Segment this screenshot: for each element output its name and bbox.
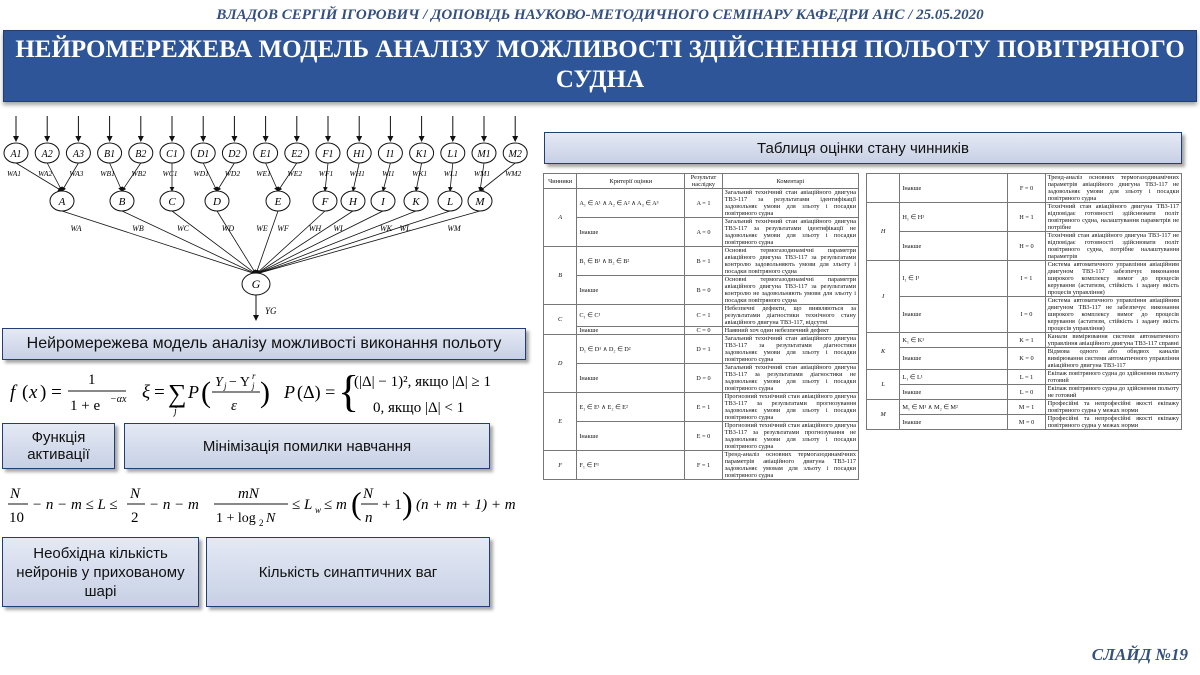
input-weight-label: WD2 xyxy=(224,169,241,178)
factor-cell: M xyxy=(867,400,900,430)
table-row xyxy=(544,451,859,480)
input-weight-label: WF1 xyxy=(318,169,334,178)
input-weight-label: WM2 xyxy=(505,169,522,178)
criterion-cell: E₁ ∈ E¹ ∧ E₂ ∈ E² xyxy=(577,393,685,422)
result-cell: D = 1 xyxy=(685,335,722,364)
comment-cell: Відмова одного або обидвох каналів вимірювання системи автоматичного управління авіаційного двигуна ТВ3-117 xyxy=(1045,348,1181,370)
result-cell: M = 1 xyxy=(1008,400,1045,415)
comment-cell: Професійні та непрофесійні якості екіпажу повітряного судна у межах норми xyxy=(1045,400,1181,415)
table-row xyxy=(867,203,1182,232)
table-header-cell: Результат наслідку xyxy=(685,174,722,189)
criterion-cell: Інакше xyxy=(577,364,685,393)
factor-cell: C xyxy=(544,305,577,335)
hidden-weight-label: WF xyxy=(277,224,289,233)
synaptic-weights-box: Кількість синаптичних ваг xyxy=(206,537,490,607)
input-node-label: L1 xyxy=(447,149,459,160)
result-cell: B = 0 xyxy=(685,276,722,305)
hidden-connection xyxy=(256,211,450,274)
comment-cell: Загальний технічний стан авіаційного двигуна ТВ3-117 за результатами діагностики не задовольняє умови для зльоту і посадки повітряного судна xyxy=(722,364,858,393)
result-cell: B = 1 xyxy=(685,247,722,276)
input-weight-label: WB1 xyxy=(100,169,115,178)
criterion-cell: Інакше xyxy=(577,327,685,335)
criterion-cell: Інакше xyxy=(900,232,1008,261)
svg-text:n: n xyxy=(365,510,373,526)
svg-text:+ 1: + 1 xyxy=(382,497,402,513)
svg-text:N: N xyxy=(10,486,21,502)
result-cell: I = 1 xyxy=(1008,261,1045,297)
svg-text:1 + e: 1 + e xyxy=(70,398,101,414)
result-cell: E = 1 xyxy=(685,393,722,422)
result-cell: A = 1 xyxy=(685,189,722,218)
result-cell: I = 0 xyxy=(1008,297,1045,333)
hidden-node-label: A xyxy=(58,196,66,208)
table-row xyxy=(867,261,1182,297)
svg-text:≤ L: ≤ L xyxy=(292,497,313,513)
hidden-connection xyxy=(172,211,256,274)
svg-text:): ) xyxy=(402,485,413,521)
svg-text:1 + log: 1 + log xyxy=(216,511,256,526)
comment-cell: Професійні та непрофесійні якості екіпажу повітряного судна у межах норми xyxy=(1045,415,1181,430)
svg-text:(: ( xyxy=(22,382,29,403)
svg-text:ξ: ξ xyxy=(142,382,151,403)
table-row xyxy=(544,327,859,335)
hidden-weight-label: WI xyxy=(333,224,343,233)
svg-text:j: j xyxy=(252,381,255,391)
criterion-cell: Інакше xyxy=(900,415,1008,430)
input-weight-label: WC1 xyxy=(162,169,178,178)
table-row xyxy=(867,297,1182,333)
input-node-label: D1 xyxy=(197,149,210,160)
table-row xyxy=(867,385,1182,400)
criterion-cell: Інакше xyxy=(900,348,1008,370)
hidden-weight-label: WM xyxy=(447,224,461,233)
result-cell: M = 0 xyxy=(1008,415,1045,430)
svg-text:j: j xyxy=(224,381,227,391)
criterion-cell: A₁ ∈ A¹ ∧ A₂ ∈ A² ∧ A₃ ∈ A³ xyxy=(577,189,685,218)
criterion-cell: Інакше xyxy=(900,174,1008,203)
slide-number: СЛАЙД №19 xyxy=(1091,645,1188,664)
table-row xyxy=(544,364,859,393)
input-weight-label: WA3 xyxy=(69,169,84,178)
input-node-label: C1 xyxy=(166,149,178,160)
criterion-cell: Інакше xyxy=(577,422,685,451)
comment-cell: Технічний стан авіаційного двигуна ТВ3-117 не відповідає готовності здійснювати політ повітряного судна, потрібне налаштування параметрів xyxy=(1045,232,1181,261)
model-label-box: Нейромережева модель аналізу можливості виконання польоту xyxy=(2,328,526,360)
neural-network-diagram xyxy=(0,108,530,323)
table-row xyxy=(544,189,859,218)
criterion-cell: Інакше xyxy=(577,218,685,247)
input-weight-label: WA1 xyxy=(6,169,22,178)
input-node-label: F1 xyxy=(322,149,334,160)
criterion-cell: Інакше xyxy=(900,297,1008,333)
table-header-cell: Критерії оцінки xyxy=(577,174,685,189)
input-node-label: B2 xyxy=(135,149,147,160)
svg-text:{: { xyxy=(338,368,360,416)
svg-text:f: f xyxy=(10,382,16,403)
hidden-node-label: K xyxy=(412,196,420,208)
input-weight-label: WA2 xyxy=(38,169,53,178)
input-node-label: D2 xyxy=(228,149,241,160)
table-row xyxy=(544,305,859,327)
input-node-label: M2 xyxy=(508,149,522,160)
svg-text:(: ( xyxy=(351,485,362,521)
svg-text:0, якщо |Δ| < 1: 0, якщо |Δ| < 1 xyxy=(373,400,465,416)
factor-table-left xyxy=(543,173,859,480)
table-row xyxy=(867,333,1182,348)
table-header-cell: Коментарі xyxy=(722,174,858,189)
svg-text:Y: Y xyxy=(215,375,223,390)
svg-text:r: r xyxy=(252,371,256,381)
factor-cell: I xyxy=(867,261,900,333)
table-row xyxy=(867,174,1182,203)
input-node-label: A2 xyxy=(41,149,53,160)
input-node-label: B1 xyxy=(104,149,116,160)
table-row xyxy=(544,335,859,364)
neurons-count-box: Необхідна кількість нейронів у прихованому шарі xyxy=(2,537,199,607)
hidden-connection xyxy=(256,211,416,274)
svg-text:x: x xyxy=(29,382,38,403)
input-node-label: H1 xyxy=(353,149,366,160)
hidden-weight-label: WK xyxy=(380,224,392,233)
comment-cell: Система автоматичного управління авіаційним двигуном ТВ3-117 не забезпечує виконання широкого комплексу вимог до процесів керування (астатизм, стійкість і задану якість процесів управління) xyxy=(1045,297,1181,333)
input-node-label: I1 xyxy=(386,149,395,160)
criterion-cell: H₁ ∈ H¹ xyxy=(900,203,1008,232)
comment-cell: Тренд-аналіз основних термогазодинамічних параметрів авіаційного двигуна ТВ3-117 не задовольняє умови для зльоту і посадки повітряного судна xyxy=(1045,174,1181,203)
minimization-box: Мінімізація помилки навчання xyxy=(124,423,490,469)
comment-cell: Прогнозний технічний стан авіаційного двигуна ТВ3-117 за результатами прогнозування не задовольняє умови для зльоту і посадки повітряного судна xyxy=(722,422,858,451)
svg-text:N: N xyxy=(363,486,374,502)
input-node-label: K1 xyxy=(415,149,428,160)
input-weight-label: WK1 xyxy=(412,169,428,178)
svg-text:N: N xyxy=(130,486,141,502)
factor-cell: F xyxy=(544,451,577,480)
svg-text:−αx: −αx xyxy=(110,394,127,405)
comment-cell: Прогнозний технічний стан авіаційного двигуна ТВ3-117 за результатами прогнозування задовольняє умови для зльоту і посадки повітряного судна xyxy=(722,393,858,422)
input-weight-label: WI1 xyxy=(382,169,395,178)
table-title-box: Таблиця оцінки стану чинників xyxy=(544,132,1182,164)
table-row xyxy=(867,400,1182,415)
svg-text:1: 1 xyxy=(88,372,96,388)
result-cell: D = 0 xyxy=(685,364,722,393)
svg-text:∑: ∑ xyxy=(168,379,187,408)
svg-text:P: P xyxy=(188,382,199,402)
comment-cell: Загальний технічний стан авіаційного двигуна ТВ3-117 за результатами ідентифікації не задовольняє умови для зльоту і посадки повітряного судна xyxy=(722,218,858,247)
input-node-label: E2 xyxy=(291,149,303,160)
page-title: НЕЙРОМЕРЕЖЕВА МОДЕЛЬ АНАЛІЗУ МОЖЛИВОСТІ ЗДІЙСНЕННЯ ПОЛЬОТУ ПОВІТРЯНОГО СУДНА xyxy=(15,36,1185,93)
svg-text:(n + m + 1) + m: (n + m + 1) + m xyxy=(416,497,516,513)
comment-cell: Тренд-аналіз основних термогазодинамічних параметрів авіаційного двигуна ТВ3-117 задовольняє умовам для зльоту і посадки повітряного судна xyxy=(722,451,858,480)
svg-text:(: ( xyxy=(201,376,211,409)
hidden-node-label: L xyxy=(446,196,454,208)
hidden-weight-label: WL xyxy=(399,224,411,233)
input-weight-label: WE2 xyxy=(287,169,303,178)
svg-text:ε: ε xyxy=(231,398,237,414)
hidden-node-label: B xyxy=(118,196,126,208)
svg-text:(|Δ| − 1)², якщо |Δ| ≥ 1: (|Δ| − 1)², якщо |Δ| ≥ 1 xyxy=(354,374,491,390)
criterion-cell: C₁ ∈ C¹ xyxy=(577,305,685,327)
factor-cell xyxy=(867,174,900,203)
table-row xyxy=(867,348,1182,370)
hidden-weight-label: WA xyxy=(70,224,82,233)
hidden-connection xyxy=(122,211,256,274)
svg-text:P: P xyxy=(284,382,295,402)
hidden-weight-label: WE xyxy=(256,224,268,233)
svg-text:mN: mN xyxy=(238,486,259,502)
result-cell: H = 0 xyxy=(1008,232,1045,261)
result-cell: C = 1 xyxy=(685,305,722,327)
factor-cell: D xyxy=(544,335,577,393)
result-cell: F = 1 xyxy=(685,451,722,480)
table-header-row xyxy=(544,174,859,189)
input-weight-label: WB2 xyxy=(131,169,147,178)
input-weight-label: WL1 xyxy=(443,169,458,178)
result-cell: L = 1 xyxy=(1008,370,1045,385)
hidden-node-label: I xyxy=(381,196,385,208)
svg-text:2: 2 xyxy=(259,518,264,528)
input-weight-label: WH1 xyxy=(349,169,365,178)
hidden-node-label: E xyxy=(274,196,282,208)
activation-function-box: Функція активації xyxy=(2,423,115,469)
criterion-cell: D₁ ∈ D¹ ∧ D₂ ∈ D² xyxy=(577,335,685,364)
result-cell: E = 0 xyxy=(685,422,722,451)
comment-cell: Загальний технічний стан авіаційного двигуна ТВ3-117 за результатами діагностики задовольняє умови для зльоту і посадки повітряного судна xyxy=(722,335,858,364)
svg-text:10: 10 xyxy=(9,510,24,526)
title-bar xyxy=(3,30,1197,102)
input-weight-label: WD1 xyxy=(193,169,209,178)
svg-text:≤ m: ≤ m xyxy=(324,497,347,513)
comment-cell: Технічний стан авіаційного двигуна ТВ3-117 відповідає готовності здійснювати політ повітряного судна, налаштування параметрів не потрібне xyxy=(1045,203,1181,232)
input-weight-label: WE1 xyxy=(256,169,271,178)
criterion-cell: F₁ ∈ F¹ xyxy=(577,451,685,480)
svg-text:2: 2 xyxy=(131,510,139,526)
comment-cell: Основні термогазодинамічні параметри авіаційного двигуна ТВ3-117 за результатами контролю задовольняють умови для зльоту і посадки повітряного судна xyxy=(722,247,858,276)
factor-cell: L xyxy=(867,370,900,400)
result-cell: F = 0 xyxy=(1008,174,1045,203)
svg-text:− n − m ≤ L ≤: − n − m ≤ L ≤ xyxy=(32,497,118,513)
svg-text:− n − m: − n − m xyxy=(149,497,199,513)
criterion-cell: K₁ ∈ K¹ xyxy=(900,333,1008,348)
neuron-count-formula xyxy=(6,478,526,534)
comment-cell: Наявний хоч один небезпечний дефект xyxy=(722,327,858,335)
hidden-weight-label: WB xyxy=(132,224,144,233)
header-line: ВЛАДОВ СЕРГІЙ ІГОРОВИЧ / ДОПОВІДЬ НАУКОВО-МЕТОДИЧНОГО СЕМІНАРУ КАФЕДРИ АНС / 25.05.2020 xyxy=(216,7,984,23)
hidden-weight-label: WD xyxy=(221,224,235,233)
hidden-connection xyxy=(62,211,256,274)
hidden-node-label: H xyxy=(349,196,357,208)
svg-text:): ) xyxy=(260,376,270,409)
hidden-node-label: D xyxy=(213,196,221,208)
comment-cell: Канали вимірювання системи автоматичного управління авіаційного двигуна ТВ3-117 справні xyxy=(1045,333,1181,348)
input-node-label: M1 xyxy=(477,149,491,160)
result-cell: H = 1 xyxy=(1008,203,1045,232)
result-cell: K = 1 xyxy=(1008,333,1045,348)
table-row xyxy=(544,276,859,305)
svg-text:N: N xyxy=(266,511,276,526)
result-cell: C = 0 xyxy=(685,327,722,335)
svg-text:j: j xyxy=(174,406,177,417)
comment-cell: Екіпаж повітряного судна до здійснення польоту готовий xyxy=(1045,370,1181,385)
activation-formula xyxy=(8,368,528,418)
criterion-cell: I₁ ∈ I¹ xyxy=(900,261,1008,297)
input-weight-label: WM1 xyxy=(473,169,491,178)
criterion-cell: Інакше xyxy=(577,276,685,305)
input-node-label: A1 xyxy=(10,149,22,160)
comment-cell: Загальний технічний стан авіаційного двигуна ТВ3-117 за результатами ідентифікації задовольняє умови для зльоту і посадки повітряного судна xyxy=(722,189,858,218)
criterion-cell: M₁ ∈ M¹ ∧ M₂ ∈ M² xyxy=(900,400,1008,415)
svg-text:− Y: − Y xyxy=(229,375,250,390)
criterion-cell: Інакше xyxy=(900,385,1008,400)
comment-cell: Основні термогазодинамічні параметри авіаційного двигуна ТВ3-117 за результатами контролю не задовольняють умови для зльоту і посадки повітряного судна xyxy=(722,276,858,305)
factor-cell: B xyxy=(544,247,577,305)
result-cell: A = 0 xyxy=(685,218,722,247)
table-row xyxy=(544,393,859,422)
comment-cell: Екіпаж повітряного судна до здійснення польоту не готовий xyxy=(1045,385,1181,400)
result-cell: L = 0 xyxy=(1008,385,1045,400)
table-header-cell: Чинники xyxy=(544,174,577,189)
factor-cell: E xyxy=(544,393,577,451)
table-row xyxy=(544,422,859,451)
table-row xyxy=(867,370,1182,385)
factor-cell: K xyxy=(867,333,900,370)
svg-text:(Δ) =: (Δ) = xyxy=(297,382,336,402)
hidden-weight-label: WH xyxy=(308,224,322,233)
table-row xyxy=(867,415,1182,430)
hidden-connection xyxy=(256,211,480,274)
svg-text:=: = xyxy=(154,382,165,403)
output-node-label: G xyxy=(251,277,261,291)
comment-cell: Небезпечні дефекти, що виявляються за результатами діагностики технічного стану авіаційного двигуна ТВ3-117, відсутні xyxy=(722,305,858,327)
hidden-node-label: C xyxy=(168,196,176,208)
svg-text:) =: ) = xyxy=(40,382,62,403)
hidden-weight-label: WC xyxy=(177,224,189,233)
table-row xyxy=(867,232,1182,261)
table-row xyxy=(544,247,859,276)
table-row xyxy=(544,218,859,247)
criterion-cell: L₁ ∈ L¹ xyxy=(900,370,1008,385)
criterion-cell: B₁ ∈ B¹ ∧ B₂ ∈ B² xyxy=(577,247,685,276)
factor-cell: H xyxy=(867,203,900,261)
result-cell: K = 0 xyxy=(1008,348,1045,370)
svg-text:w: w xyxy=(315,505,322,515)
factor-cell: A xyxy=(544,189,577,247)
hidden-connection xyxy=(256,211,353,274)
output-label: YG xyxy=(265,306,277,316)
hidden-node-label: M xyxy=(475,196,485,208)
input-node-label: A3 xyxy=(72,149,84,160)
factor-table-right xyxy=(866,173,1182,430)
hidden-node-label: F xyxy=(321,196,329,208)
comment-cell: Система автоматичного управління авіаційним двигуном ТВ3-117 забезпечує виконання широкого комплексу вимог до процесів керування (астатизм, стійкість і задану якість процесів управління) xyxy=(1045,261,1181,297)
input-node-label: E1 xyxy=(260,149,272,160)
